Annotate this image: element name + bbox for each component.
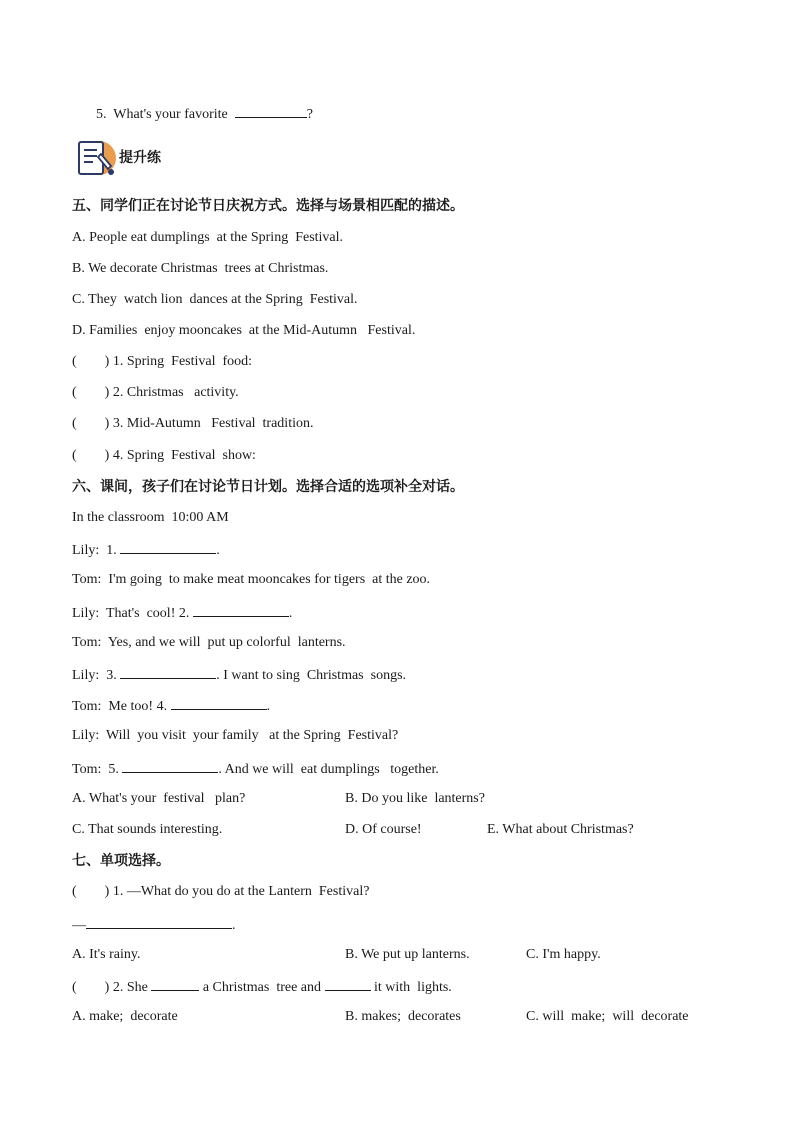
q1-option-a[interactable]: A. It's rainy. <box>72 947 141 962</box>
section7-question-2[interactable] <box>72 977 452 997</box>
dialogue-line-5 <box>72 665 406 685</box>
section5-item-3[interactable]: ( ) 3. Mid-Autumn Festival tradition. <box>72 416 314 431</box>
q1-option-b[interactable]: B. We put up lanterns. <box>345 947 470 962</box>
dialogue-text: Lily: That's cool! 2. <box>72 606 190 621</box>
dialogue-text: Tom: 5. <box>72 762 119 777</box>
dialogue-setting: In the classroom 10:00 AM <box>72 510 229 525</box>
question-text: ( ) 2. She <box>72 980 148 995</box>
dialogue-text: . And we will eat dumplings together. <box>218 762 439 777</box>
section7-question-1-answer: — . <box>72 915 236 935</box>
option-c: C. That sounds interesting. <box>72 822 223 837</box>
q2-option-a[interactable]: A. make; decorate <box>72 1009 178 1024</box>
dialogue-text: . I want to sing Christmas songs. <box>216 668 407 683</box>
answer-blank-2[interactable] <box>193 603 289 617</box>
dialogue-line-7: Lily: Will you visit your family at the Spring Festival? <box>72 728 399 743</box>
section5-option-c: C. They watch lion dances at the Spring Festival. <box>72 292 358 307</box>
q2-option-b[interactable]: B. makes; decorates <box>345 1009 461 1024</box>
dialogue-line-8 <box>72 759 439 779</box>
answer-blank-3[interactable] <box>120 665 216 679</box>
section5-option-d: D. Families enjoy mooncakes at the Mid-Autumn Festival. <box>72 323 416 338</box>
dialogue-line-2: Tom: I'm going to make meat mooncakes for tigers at the zoo. <box>72 572 431 587</box>
answer-blank[interactable] <box>325 977 371 991</box>
section5-option-a: A. People eat dumplings at the Spring Festival. <box>72 230 344 245</box>
section7-title: 七、单项选择。 <box>72 853 170 869</box>
dialogue-text: Lily: 3. <box>72 668 117 683</box>
answer-blank[interactable] <box>235 104 307 118</box>
dialogue-text: Lily: 1. <box>72 543 117 558</box>
q2-option-c[interactable]: C. will make; will decorate <box>526 1009 689 1024</box>
answer-blank[interactable] <box>151 977 199 991</box>
section7-question-1[interactable]: ( ) 1. —What do you do at the Lantern Festival? <box>72 884 370 899</box>
section-banner-label: 提升练 <box>119 150 161 166</box>
question-text: What's your favorite <box>113 107 228 122</box>
answer-blank-1[interactable] <box>120 540 216 554</box>
section5-item-1[interactable]: ( ) 1. Spring Festival food: <box>72 354 253 369</box>
prev-question-5 <box>96 104 313 124</box>
option-a: A. What's your festival plan? <box>72 791 246 806</box>
option-e: E. What about Christmas? <box>487 822 634 837</box>
dialogue-line-6: Tom: Me too! 4. . <box>72 696 270 716</box>
answer-blank-4[interactable] <box>171 696 267 710</box>
question-text: it with lights. <box>374 980 452 995</box>
question-end: ? <box>306 107 313 122</box>
option-d: D. Of course! <box>345 822 422 837</box>
dialogue-line-1: Lily: 1. . <box>72 540 220 560</box>
dialogue-text: Tom: Me too! 4. <box>72 699 168 714</box>
dialogue-line-3: Lily: That's cool! 2. . <box>72 603 292 623</box>
section5-option-b: B. We decorate Christmas trees at Christmas. <box>72 261 329 276</box>
answer-blank[interactable] <box>86 915 232 929</box>
question-number: 5. <box>96 107 107 122</box>
dash: — <box>72 918 86 933</box>
worksheet-icon <box>75 136 119 180</box>
q1-option-c[interactable]: C. I'm happy. <box>526 947 601 962</box>
section6-title: 六、课间，孩子们在讨论节日计划。选择合适的选项补全对话。 <box>72 479 464 495</box>
question-text: a Christmas tree and <box>202 980 322 995</box>
section5-item-2[interactable]: ( ) 2. Christmas activity. <box>72 385 239 400</box>
option-b: B. Do you like lanterns? <box>345 791 485 806</box>
section5-title: 五、同学们正在讨论节日庆祝方式。选择与场景相匹配的描述。 <box>72 198 464 214</box>
section5-item-4[interactable]: ( ) 4. Spring Festival show: <box>72 448 256 463</box>
dialogue-line-4: Tom: Yes, and we will put up colorful lanterns. <box>72 635 346 650</box>
answer-blank-5[interactable] <box>122 759 218 773</box>
